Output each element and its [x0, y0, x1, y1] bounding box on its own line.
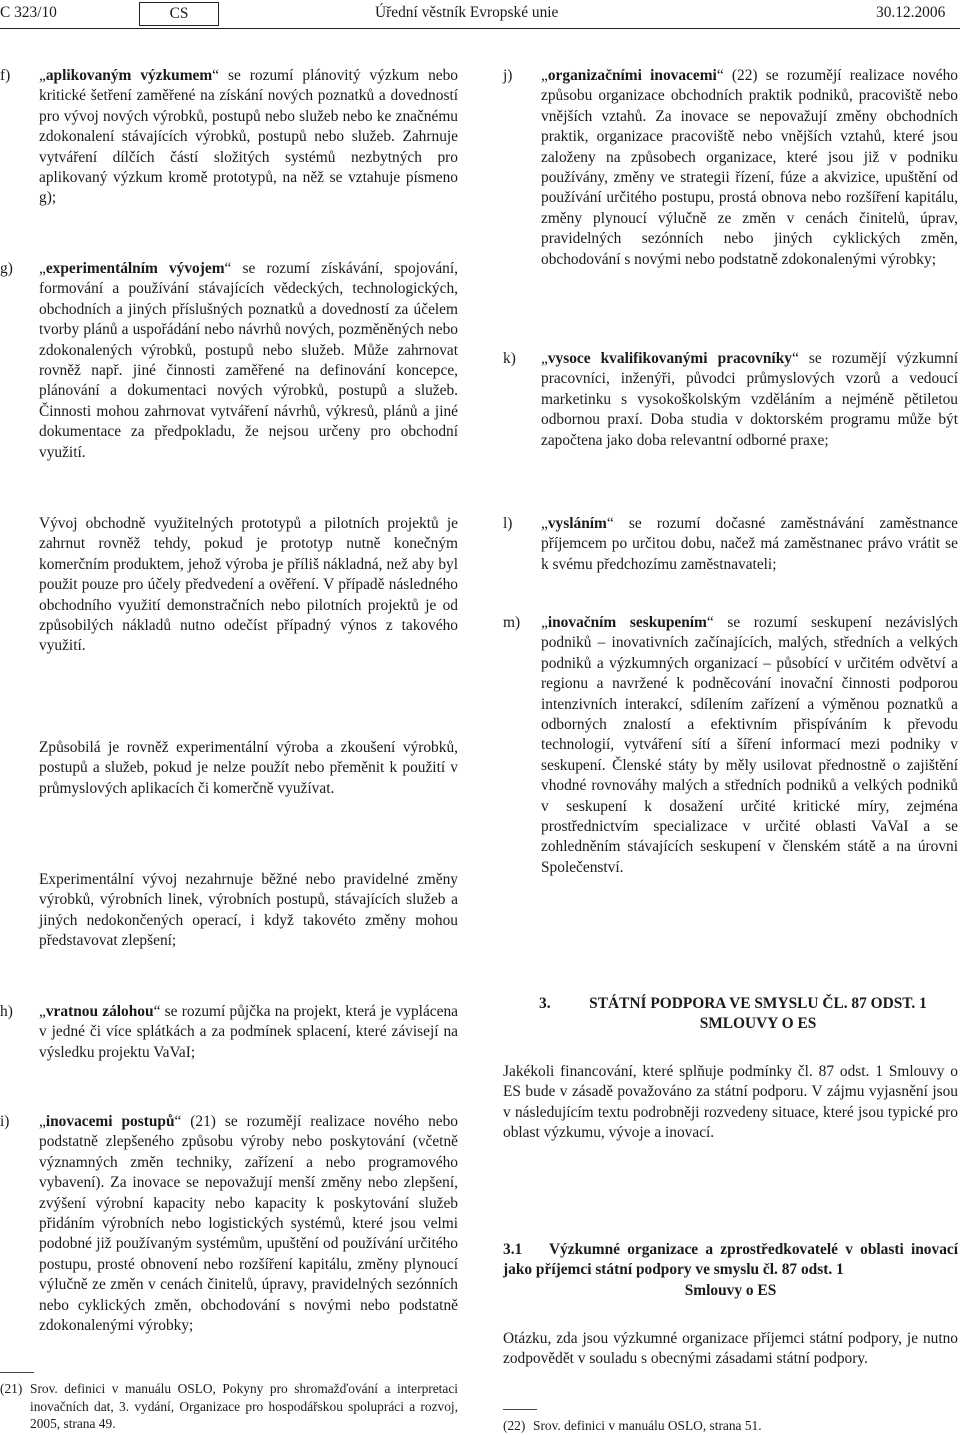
- paragraph-exclusions: Experimentální vývoj nezahrnuje běžné nebo pravidelné změny výrobků, výrobních linek, výrobních postupů, stávajících služeb a jiných nedokončených operací, i když takovéto změny mohou představovat zlepšení;: [39, 871, 458, 950]
- definition-k: „vysoce kvalifikovanými pracovníky“ se rozumějí výzkumní pracovníci, inženýři, původci průmyslových vzorů a vedoucí marketinku s vysokoškolským vzděláním a nejméně pětiletou odbornou praxí. Doba studia v doktorském programu může být započtena jako doba relevantní odborné praxe;: [541, 350, 959, 449]
- item-label-g: g): [0, 260, 13, 277]
- footnote-22-text: Srov. definici v manuálu OSLO, strana 51.: [533, 1418, 762, 1433]
- term-i: inovacemi postupů: [45, 1113, 175, 1130]
- footnote-21-number: (21): [0, 1381, 23, 1396]
- section-3-title: STÁTNÍ PODPORA VE SMYSLU ČL. 87 ODST. 1 SMLOUVY O ES: [589, 995, 927, 1033]
- paragraph-experimental-production: Způsobilá je rovněž experimentální výroba a zkoušení výrobků, postupů a služeb, pokud je nelze použít nebo přeměnit k použití v průmyslových aplikacích či komerčně využívat.: [39, 739, 458, 797]
- journal-title: Úřední věstník Evropské unie: [375, 4, 559, 21]
- paragraph-research-organisations: Otázku, zda jsou výzkumné organizace příjemci státní podpory, je nutno zodpovědět v souladu s obecnými zásadami státní podpory.: [503, 1330, 958, 1368]
- term-k: vysoce kvalifikovanými pracovníky: [547, 350, 792, 367]
- footnote-22-number: (22): [503, 1418, 526, 1433]
- term-h: vratnou zálohou: [45, 1003, 154, 1020]
- definition-g: „experimentálním vývojem“ se rozumí získávání, spojování, formování a používání stávajících vědeckých, technologických, obchodních a jiných příslušných poznatků a dovedností za účelem tvorby plánů a uspořádání nebo návrhů nových, pozměněných nebo zdokonalených výrobků, postupů nebo služeb. Může zahrnovat rovněž např. jiné činnosti zaměřené na definování koncepce, plánování a dokumentaci nových výrobků, postupů a služeb. Činnosti mohou zahrnovat vytváření návrhů, výkresů, plánů a jiné dokumentace za předpokladu, že nejsou určeny pro obchodní využití.: [39, 260, 458, 461]
- definition-l: „vysláním“ se rozumí dočasné zaměstnávání zaměstnance příjemcem po určitou dobu, načež má zaměstnanec právo vrátit se k svému předchozímu zaměstnavateli;: [541, 515, 958, 573]
- item-label-h: h): [0, 1003, 13, 1020]
- publication-date: 30.12.2006: [876, 4, 946, 21]
- definition-j: „organizačními inovacemi“ (22) se rozumějí realizace nového způsobu organizace obchodních praktik podniků, pracoviště nebo vnějších vztahů. Za inovace se nepovažují změny obchodních praktik, organizace pracoviště nebo vnějších vztahů, které jsou založeny na způsobech organizace, které jsou již v podniku používány, změny ve strategii řízení, fúze a akvizice, upuštění od používání určitého postupu, prostá obnova nebo rozšíření kapitálu, změny plynoucí výlučně ze změn v cenách činitelů, úprav, pravidelných sezónních nebo jiných cyklických změn, obchodování s novými nebo podstatně zdokonalenými výrobky;: [541, 67, 958, 268]
- term-l: vysláním: [547, 515, 607, 532]
- section-3-1-title: 3.1 Výzkumné organizace a zprostředkovatelé v oblasti inovací jako příjemci státní podpory ve smyslu čl. 87 odst. 1: [503, 1241, 958, 1279]
- section-3-1-number: 3.1: [503, 1241, 523, 1258]
- term-f: aplikovaným výzkumem: [45, 67, 213, 84]
- item-label-l: l): [503, 515, 513, 532]
- language-code-box: CS: [139, 2, 219, 26]
- item-label-f: f): [0, 67, 11, 84]
- footnote-ref-22: (22): [731, 67, 758, 84]
- term-g: experimentálním vývojem: [45, 260, 225, 277]
- paragraph-state-aid: Jakékoli financování, které splňuje podmínky čl. 87 odst. 1 Smlouvy o ES bude v zásadě považováno za státní podporu. V zájmu vyjasnění jsou v následujícím textu podrobněji rozvedeny situace, které jsou typické pro oblast výzkumu, vývoje a inovací.: [503, 1063, 958, 1142]
- definition-i: „inovacemi postupů“ (21) se rozumějí realizace nového nebo podstatně zlepšeného způsobu výroby nebo poskytování (včetně významných změn techniky, zařízení a nebo programového vybavení). Za inovace se nepovažují menší změny nebo zlepšení, zvýšení výrobní kapacity nebo kapacity k poskytování služeb přidáním výrobních nebo logistických systémů, které jsou velmi podobné již používaným systémům, upuštění od používání určitého postupu, prosté obnovení nebo rozšíření kapitálu, změny plynoucí výlučně ze změn v cenách činitelů, úpravy, pravidelných sezónních nebo cyklických změn, obchodování s novými nebo podstatně zdokonalenými výrobky;: [39, 1113, 458, 1335]
- section-3-number: 3.: [539, 995, 551, 1012]
- paragraph-prototypes: Vývoj obchodně využitelných prototypů a pilotních projektů je zahrnut rovněž tehdy, pokud je prototyp nutně konečným komerčním produktem, jehož výroba je příliš nákladná, než aby byl použit pouze pro účely předvedení a ověření. V případě následného obchodního využití demonstračních nebo pilotních projektů je od způsobilých nákladů nutno odečíst případný výnos z takového využití.: [39, 515, 458, 655]
- header-rule: [0, 28, 960, 29]
- definition-h: „vratnou zálohou“ se rozumí půjčka na projekt, která je vyplácena v jedné či více splátkách a za podmínek splacení, které závisejí na výsledku projektu VaVaI;: [39, 1003, 458, 1061]
- section-3-1-title-end: Smlouvy o ES: [684, 1282, 777, 1299]
- definition-m: „inovačním seskupením“ se rozumí seskupení nezávislých podniků – inovativních začínajících, malých, středních a velkých podniků a výzkumných organizací – působící v určitém odvětví a regionu a navržené k podněcování inovační činnosti podporou intenzivních interakcí, sdílením zařízení a výměnou poznatků a odborných znalostí a efektivním přispíváním k převodu technologií, vytváření sítí a šíření informací mezi podniky v seskupení. Členské státy by měly usilovat přednostně o zajištění vhodné rovnováhy malých a středních podniků a velkých podniků v seskupení k dosažení určité kritické míry, zejména prostřednictvím specializace v určité oblasti VaVaI a se zohledněním stávajících seskupení v členském státě a na úrovni Společenství.: [541, 614, 959, 876]
- item-label-m: m): [503, 614, 521, 631]
- item-label-k: k): [503, 350, 516, 367]
- footnote-rule-left: [0, 1372, 34, 1373]
- item-label-j: j): [503, 67, 513, 84]
- item-label-i: i): [0, 1113, 10, 1130]
- footnote-21-text: Srov. definici v manuálu OSLO, Pokyny pro shromažďování a interpretaci inovačních dat, 3. vydání, Organizace pro hospodářskou spolupráci a rozvoj, 2005, strana 49.: [30, 1381, 458, 1431]
- term-m: inovačním seskupením: [547, 614, 707, 631]
- page-reference: C 323/10: [0, 4, 57, 21]
- definition-f: „aplikovaným výzkumem“ se rozumí plánovitý výzkum nebo kritické šetření zaměřené na získání nových poznatků a dovedností pro vývoj nových výrobků, postupů nebo služeb nebo ke značnému zdokonalení stávajících výrobků, postupů nebo služeb. Zahrnuje vytváření dílčích částí složitých systémů nezbytných pro aplikovaný výzkum kromě prototypů, na něž se vztahuje písmeno g);: [39, 67, 458, 207]
- term-j: organizačními inovacemi: [547, 67, 717, 84]
- footnote-rule-right: [503, 1409, 537, 1410]
- footnote-ref-21: (21): [190, 1113, 216, 1130]
